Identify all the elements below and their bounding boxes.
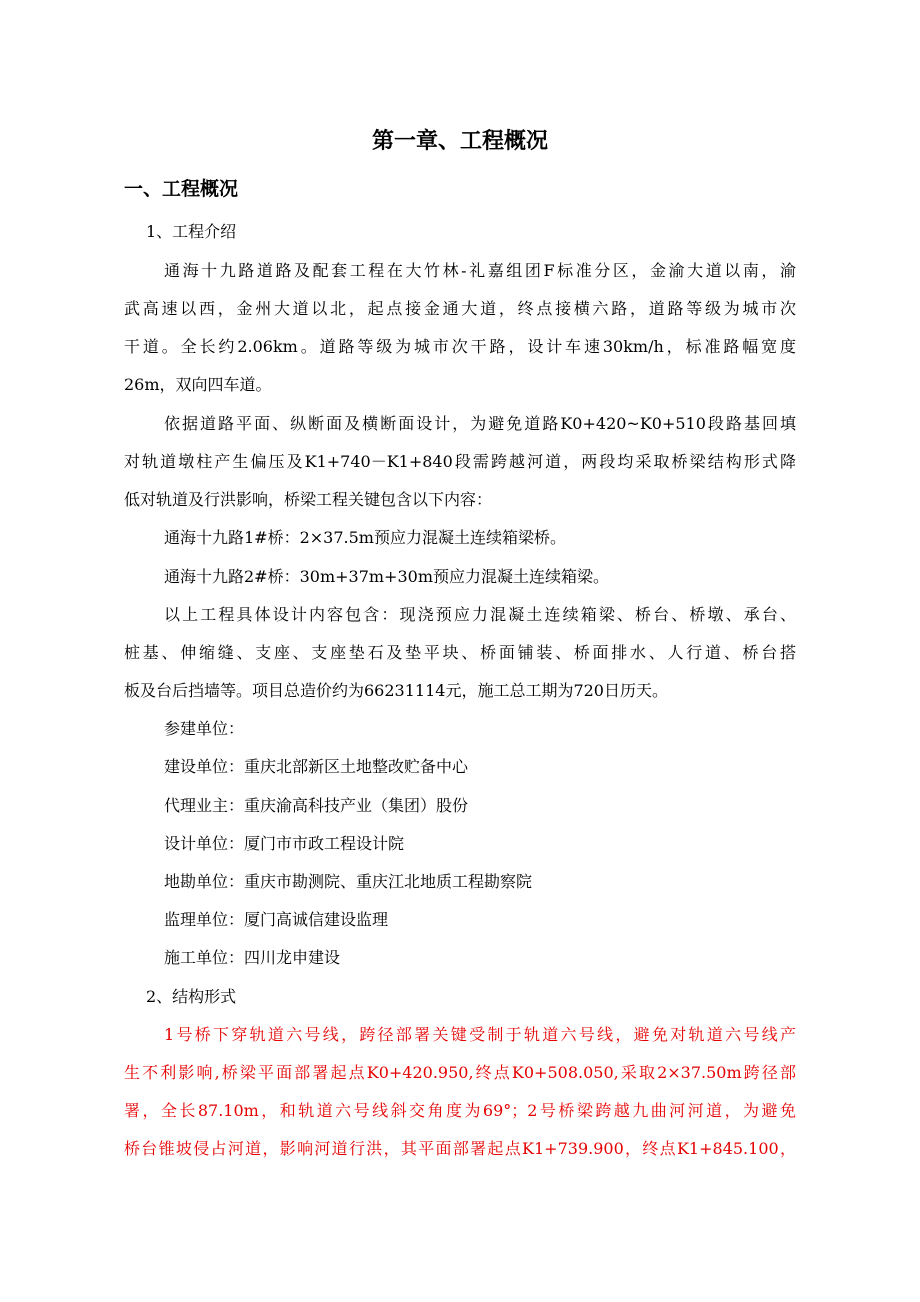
participant-item: 施工单位：四川龙申建设 [164,948,341,967]
paragraph-line: 桩基、伸缩缝、支座、支座垫石及垫平块、桥面铺装、桥面排水、人行道、桥台搭 [124,643,796,662]
subsection-heading: 2、结构形式 [146,987,237,1006]
highlighted-paragraph-line: 1号桥下穿轨道六号线，跨径部署关键受制于轨道六号线，避免对轨道六号线产 [164,1025,796,1044]
bridge-item: 通海十九路1#桥：2×37.5m预应力混凝土连续箱梁桥。 [164,528,566,547]
paragraph-line: 对轨道墩柱产生偏压及K1+740－K1+840段需跨越河道，两段均采取桥梁结构形式降 [124,452,796,471]
paragraph-line: 武高速以西，金州大道以北，起点接金通大道，终点接横六路，道路等级为城市次 [124,299,796,318]
participant-item: 地勘单位：重庆市勘测院、重庆江北地质工程勘察院 [164,872,533,891]
participant-item: 建设单位：重庆北部新区土地整改贮备中心 [164,757,469,776]
paragraph-line: 依据道路平面、纵断面及横断面设计，为避免道路K0+420~K0+510段路基回填 [164,414,796,433]
highlighted-paragraph-line: 桥台锥坡侵占河道，影响河道行洪，其平面部署起点K1+739.900，终点K1+845.100， [124,1139,796,1158]
chapter-title: 第一章、工程概况 [371,129,548,154]
subsection-heading: 1、工程介绍 [146,222,237,241]
paragraph-line: 26m，双向四车道。 [124,375,272,394]
paragraph-line: 低对轨道及行洪影响，桥梁工程关键包含以下内容： [124,490,493,509]
highlighted-paragraph-line: 署，全长87.10m，和轨道六号线斜交角度为69°；2号桥梁跨越九曲河河道，为避免 [124,1101,796,1120]
bridge-item: 通海十九路2#桥：30m+37m+30m预应力混凝土连续箱梁。 [164,567,609,586]
paragraph-line: 以上工程具体设计内容包含：现浇预应力混凝土连续箱梁、桥台、桥墩、承台、 [164,605,796,624]
paragraph-line: 通海十九路道路及配套工程在大竹林-礼嘉组团F标准分区，金渝大道以南，渝 [164,261,796,280]
section-heading: 一、工程概况 [124,178,239,200]
participant-item: 设计单位：厦门市市政工程设计院 [164,834,405,853]
participant-item: 代理业主：重庆渝高科技产业（集团）股份 [164,796,469,815]
participant-item: 监理单位：厦门高诚信建设监理 [164,910,389,929]
paragraph-line: 干道。全长约2.06km。道路等级为城市次干路，设计车速30km/h，标准路幅宽度 [124,337,796,356]
highlighted-paragraph-line: 生不利影响,桥梁平面部署起点K0+420.950,终点K0+508.050,采取2×37.50m跨径部 [124,1063,796,1082]
paragraph-line: 板及台后挡墙等。项目总造价约为66231114元，施工总工期为720日历天。 [124,681,668,700]
participants-heading: 参建单位： [164,719,245,738]
